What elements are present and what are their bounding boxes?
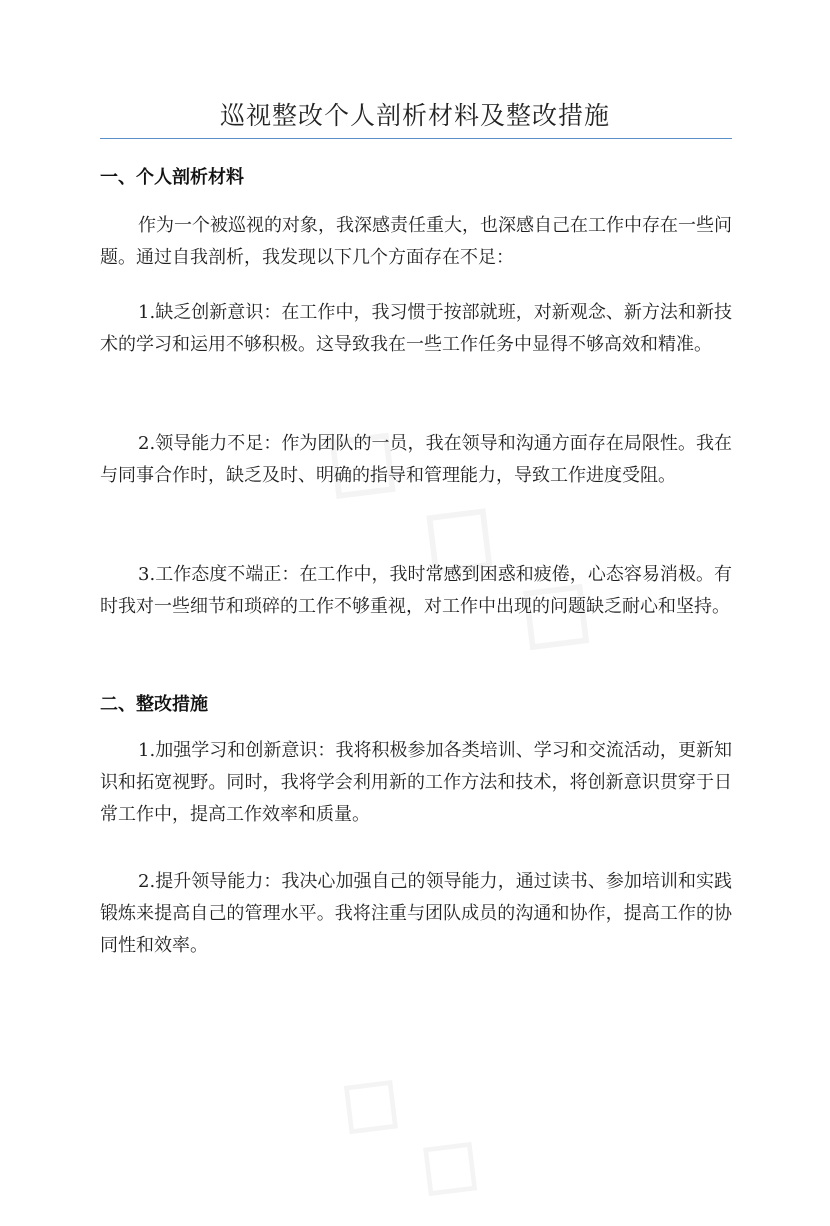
section-heading-analysis: 一、个人剖析材料 bbox=[100, 167, 244, 188]
paragraph-analysis-1: 1.缺乏创新意识：在工作中，我习惯于按部就班，对新观念、新方法和新技术的学习和运用不够积极。这导致我在一些工作任务中显得不够高效和精准。 bbox=[100, 302, 732, 355]
paragraph-measure-2: 2.提升领导能力：我决心加强自己的领导能力，通过读书、参加培训和实践锻炼来提高自己的管理水平。我将注重与团队成员的沟通和协作，提高工作的协同性和效率。 bbox=[100, 871, 732, 956]
title-underline bbox=[100, 138, 732, 139]
section-heading-measures: 二、整改措施 bbox=[100, 694, 208, 715]
paragraph-intro: 作为一个被巡视的对象，我深感责任重大，也深感自己在工作中存在一些问题。通过自我剖析，我发现以下几个方面存在不足： bbox=[100, 215, 732, 268]
watermark bbox=[316, 1039, 514, 1226]
paragraph-analysis-2: 2.领导能力不足：作为团队的一员，我在领导和沟通方面存在局限性。我在与同事合作时，缺乏及时、明确的指导和管理能力，导致工作进度受阻。 bbox=[100, 433, 732, 486]
paragraph-analysis-3: 3.工作态度不端正：在工作中，我时常感到困惑和疲倦，心态容易消极。有时我对一些细节和琐碎的工作不够重视，对工作中出现的问题缺乏耐心和坚持。 bbox=[100, 564, 732, 617]
document-title: 巡视整改个人剖析材料及整改措施 bbox=[219, 101, 610, 130]
paragraph-measure-1: 1.加强学习和创新意识：我将积极参加各类培训、学习和交流活动，更新知识和拓宽视野。同时，我将学会利用新的工作方法和技术，将创新意识贯穿于日常工作中，提高工作效率和质量。 bbox=[100, 740, 732, 825]
